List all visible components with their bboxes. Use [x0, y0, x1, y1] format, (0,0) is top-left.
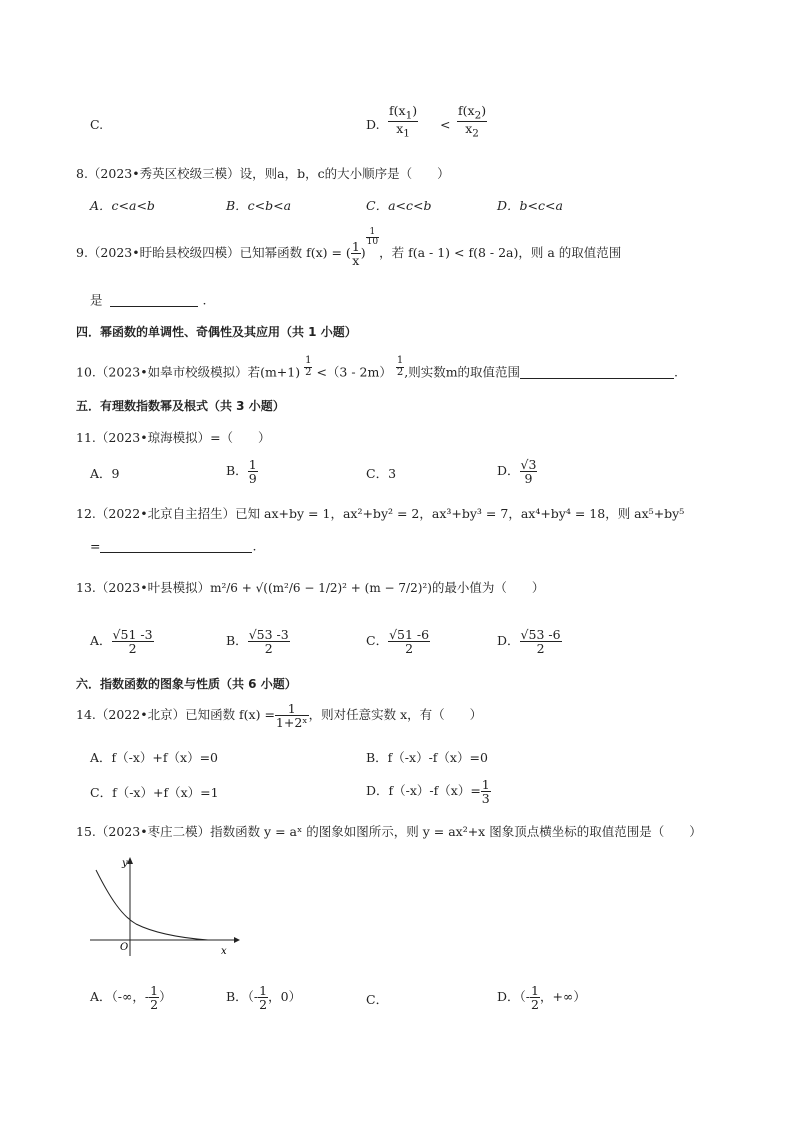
q13-option-a: A． $\frac{√51 -3}{2}$	[90, 627, 153, 657]
q12-stem: 12.（2022•北京自主招生）已知 ax+by = 1，ax²+by² = 2，ax³+by³ = 7，ax⁴+by⁴ = 18，则 ax⁵+by⁵	[76, 506, 685, 521]
q15-stem: 15.（2023•枣庄二模）指数函数 y = aˣ 的图象如图所示，则 y = ax²+x 图象顶点横坐标的取值范围是（ ）	[76, 824, 702, 839]
q14-option-b: B．f（-x）-f（x）=0	[366, 750, 488, 765]
q10-stem: 10.（2023•如皋市校级模拟）若(m+1) $\frac{1}{2}$ <（3 - 2m） $\frac{1}{2}$ ,则实数m的取值范围 .	[76, 355, 679, 380]
section-4-heading: 四．幂函数的单调性、奇偶性及其应用（共 1 小题）	[76, 325, 357, 339]
q11-option-c: C．3	[366, 466, 397, 481]
q9-answer-blank[interactable]	[110, 294, 198, 307]
q14-option-a: A．f（-x）+f（x）=0	[90, 750, 219, 765]
origin-label: O	[120, 942, 129, 953]
q14-option-c: C．f（-x）+f（x）=1	[90, 785, 219, 800]
exponential-curve	[96, 870, 208, 940]
q14-option-d: D．f（-x）-f（x）= $\frac{1}{3}$	[366, 777, 490, 807]
q13-option-b: B． $\frac{√53 -3}{2}$	[226, 627, 289, 657]
section-5-heading: 五．有理数指数幂及根式（共 3 小题）	[76, 399, 285, 413]
q15-option-b: B．（- $\frac{1}{2}$ ，0）	[226, 983, 302, 1013]
q13-option-d: D． $\frac{√53 -6}{2}$	[497, 627, 561, 657]
q8-stem: 8.（2023•秀英区校级三模）设，则a，b，c的大小顺序是（ ）	[76, 166, 450, 181]
q15-option-d: D．（- $\frac{1}{2}$ ，+∞）	[497, 983, 586, 1013]
q8-option-d: D．b<c<a	[497, 198, 563, 213]
q15-graph	[86, 852, 246, 960]
q9-stem: 9.（2023•盱眙县校级四模）已知幂函数 f(x) = ( $\frac{1}{x}$ ) $\frac{1}{10}$ ，若 f(a - 1) < f(8 - 2a)，则 a 的取值范围	[76, 227, 622, 269]
q8-option-b: B．c<b<a	[226, 198, 292, 213]
x-axis-label: x	[221, 946, 227, 957]
q7-option-d-fraction2: $\frac{f(x_2)}{x_2}$	[458, 103, 487, 140]
q11-option-d: D． $\frac{√3}{9}$	[497, 457, 537, 487]
q7-option-d-less-than: <	[440, 117, 451, 132]
q11-stem: 11.（2023•琼海模拟）=（ ）	[76, 430, 271, 445]
q9-answer-line: 是 .	[90, 292, 207, 308]
q11-option-b: B． $\frac{1}{9}$	[226, 457, 257, 487]
q8-option-c: C．a<c<b	[366, 198, 432, 213]
q12-answer-line: = .	[90, 538, 257, 554]
q7-option-d-fraction1: $\frac{f(x_1)}{x_1}$	[389, 103, 418, 140]
q11-option-a: A．9	[90, 466, 120, 481]
q10-answer-blank[interactable]	[520, 366, 674, 379]
q14-stem: 14.（2022•北京）已知函数 f(x) = $\frac{1}{\text{1+2ˣ}}$ ，则对任意实数 x，有（ ）	[76, 701, 483, 731]
section-6-heading: 六．指数函数的图象与性质（共 6 小题）	[76, 677, 297, 691]
q15-option-c: C．	[366, 992, 389, 1007]
q13-stem: 13.（2023•叶县模拟）m²/6 + √((m²/6 − 1/2)² + (m − 7/2)²)的最小值为（ ）	[76, 580, 545, 595]
y-axis-label: y	[122, 858, 128, 869]
q13-option-c: C． $\frac{√51 -6}{2}$	[366, 627, 430, 657]
q8-option-a: A．c<a<b	[90, 198, 155, 213]
q7-option-c: C.	[90, 117, 104, 132]
q12-answer-blank[interactable]	[100, 540, 252, 553]
q15-option-a: A．（-∞，- $\frac{1}{2}$ ）	[90, 983, 172, 1013]
x-axis-arrow	[234, 937, 240, 943]
y-axis-arrow	[127, 857, 133, 864]
q7-option-d-label: D.	[366, 117, 380, 132]
q13-expression: m²/6 + √((m²/6 − 1/2)² + (m − 7/2)²)	[210, 581, 432, 595]
